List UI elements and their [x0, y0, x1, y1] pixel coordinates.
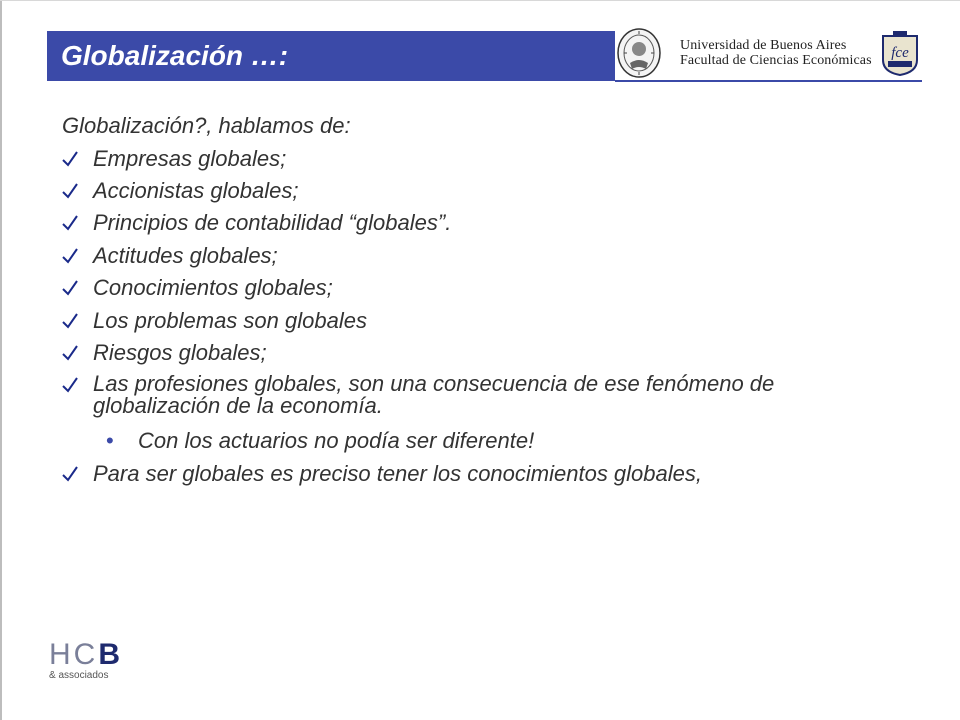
list-item-text: Los problemas son globales: [93, 308, 367, 333]
hcb-logo-letters: [49, 640, 123, 670]
title-bar: [47, 31, 615, 81]
check-icon: [62, 343, 78, 361]
header-divider: [615, 80, 922, 82]
list-item-text: Principios de contabilidad “globales”.: [93, 210, 452, 235]
hcb-logo-subtitle: & associados: [49, 670, 109, 681]
list-item-text: Accionistas globales;: [93, 178, 299, 203]
check-icon: [62, 311, 78, 329]
uba-seal-logo: [616, 27, 662, 79]
list-item-text: Las profesiones globales, son una consecuencia de ese fenómeno de globalización de la economía.: [93, 371, 775, 418]
list-item-text: Riesgos globales;: [93, 340, 267, 365]
check-icon: [62, 278, 78, 296]
slide-title: Globalización …:: [61, 40, 289, 71]
svg-text:fce: fce: [891, 45, 909, 61]
hcb-logo-b: B: [98, 638, 124, 671]
slide-border: [0, 0, 2, 720]
check-icon: [62, 149, 78, 167]
university-line-1: Universidad de Buenos Aires: [680, 38, 847, 53]
check-icon: [62, 213, 78, 231]
slide-border-top: [0, 0, 960, 1]
hcb-logo: [49, 640, 123, 682]
check-icon: [62, 464, 78, 482]
sub-list-item-text: Con los actuarios no podía ser diferente!: [138, 428, 535, 453]
check-icon: [62, 375, 78, 393]
university-line-2: Facultad de Ciencias Económicas: [680, 53, 872, 68]
list-item-text: Actitudes globales;: [93, 243, 278, 268]
intro-text: Globalización?, hablamos de:: [62, 113, 351, 138]
fce-logo: [881, 30, 919, 76]
list-item-text: Conocimientos globales;: [93, 275, 333, 300]
list-item-text: Para ser globales es preciso tener los conocimientos globales,: [93, 461, 702, 486]
list-item-text: Empresas globales;: [93, 146, 287, 171]
check-icon: [62, 246, 78, 264]
bullet-icon: •: [106, 428, 114, 453]
hcb-logo-hc: HC: [49, 638, 99, 671]
university-name: [680, 38, 872, 68]
check-icon: [62, 181, 78, 199]
